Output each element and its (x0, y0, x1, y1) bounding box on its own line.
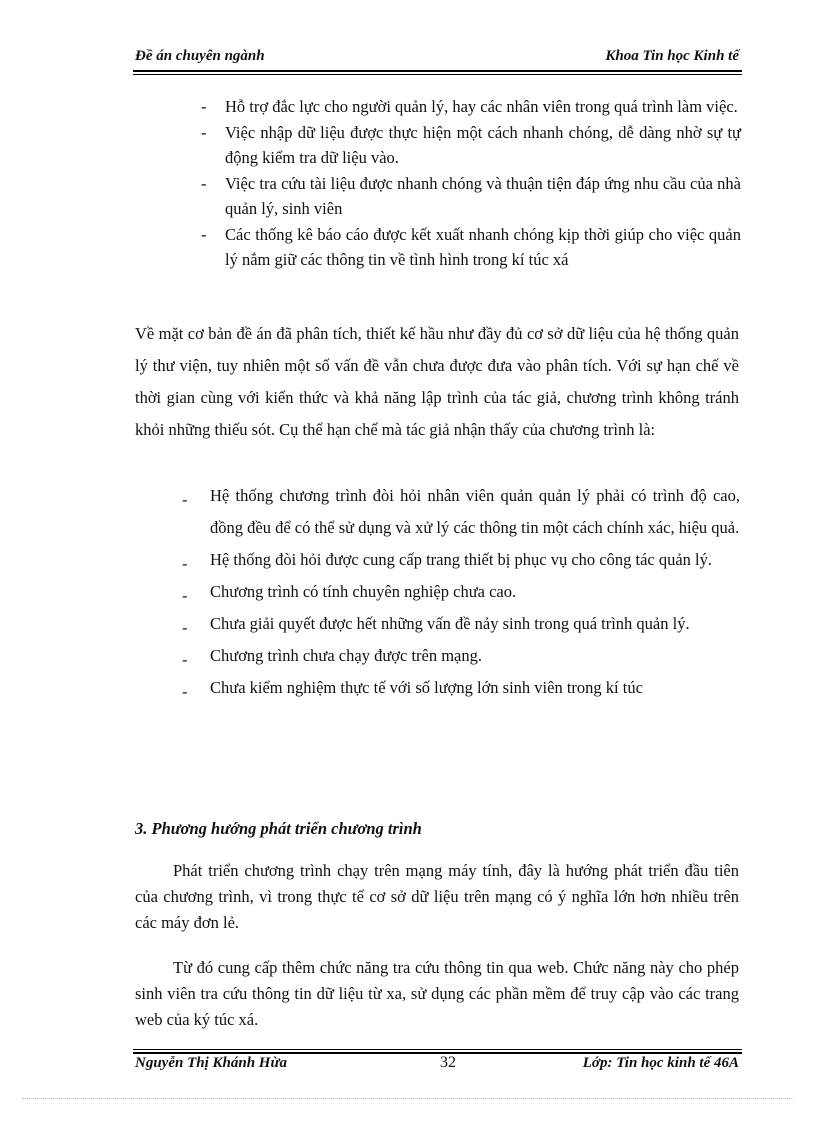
bullet-dash-icon: - (201, 225, 207, 244)
list-item: - Hệ thống chương trình đòi hỏi nhân viên quản quản lý phải có trình độ cao, đồng đều để có thể sử dụng và xử lý các thông tin một cách chính xác, hiệu quả. (182, 486, 740, 537)
list-item: - Hỗ trợ đắc lực cho người quản lý, hay các nhân viên trong quá trình làm việc. (195, 94, 741, 119)
page-number: 32 (440, 1054, 456, 1071)
development-paragraph-1: Phát triển chương trình chạy trên mạng máy tính, đây là hướng phát triển đầu tiên của chương trình, vì trong thực tế cơ sở dữ liệu trên mạng có ý nghĩa lớn hơn nhiều trên các máy đơn lẻ. (135, 861, 739, 932)
intro-paragraph: Về mặt cơ bản đề án đã phân tích, thiết kế hầu như đầy đủ cơ sở dữ liệu của hệ thống quản lý thư viện, tuy nhiên một số vấn đề vẫn chưa được đưa vào phân tích. Với sự hạn chế về thời gian cùng với kiến thức và khả năng lập trình của tác giả, chương trình không tránh khỏi những thiếu sót. Cụ thể hạn chế mà tác giả nhận thấy của chương trình là: (135, 324, 739, 439)
page-header (135, 48, 739, 68)
header-right-title: Khoa Tin học Kinh tế (605, 48, 739, 64)
header-rule-thick (133, 70, 742, 72)
list-item: - Các thống kê báo cáo được kết xuất nhanh chóng kịp thời giúp cho việc quản lý nắm giữ các thông tin về tình hình trong kí túc xá (195, 222, 741, 272)
list-item: - Việc tra cứu tài liệu được nhanh chóng và thuận tiện đáp ứng nhu cầu của nhà quản lý, sinh viên (195, 171, 741, 221)
header-left-title: Đề án chuyên ngành (135, 48, 265, 64)
bullet-dash-icon: - (182, 586, 188, 605)
bullet-dash-icon: - (201, 123, 207, 142)
header-rule-thin (133, 74, 742, 75)
footer-rule-thick (133, 1052, 742, 1054)
list-item: - Chưa kiểm nghiệm thực tế với số lượng lớn sinh viên trong kí túc (182, 672, 740, 704)
footer-rule-thin (133, 1049, 742, 1050)
list-item: - Hệ thống đòi hỏi được cung cấp trang thiết bị phục vụ cho công tác quản lý. (182, 544, 740, 576)
bullet-dash-icon: - (201, 97, 207, 116)
list-item: - Việc nhập dữ liệu được thực hiện một cách nhanh chóng, dễ dàng nhờ sự tự động kiểm tra dữ liệu vào. (195, 120, 741, 170)
footer-class: Lớp: Tin học kinh tế 46A (582, 1055, 739, 1071)
page-footer (135, 1055, 739, 1077)
list-item: - Chưa giải quyết được hết những vấn đề nảy sinh trong quá trình quản lý. (182, 608, 740, 640)
bullet-dash-icon: - (182, 490, 188, 509)
limitations-list (182, 480, 740, 704)
page-bottom-dotted-border (22, 1098, 794, 1099)
section-heading: 3. Phương hướng phát triển chương trình (135, 819, 422, 838)
bullet-dash-icon: - (182, 682, 188, 701)
bullet-dash-icon: - (182, 554, 188, 573)
list-item: - Chương trình chưa chạy được trên mạng. (182, 640, 740, 672)
advantages-list (195, 94, 741, 273)
bullet-dash-icon: - (182, 650, 188, 669)
bullet-dash-icon: - (182, 618, 188, 637)
bullet-dash-icon: - (201, 174, 207, 193)
development-paragraph-2: Từ đó cung cấp thêm chức năng tra cứu thông tin qua web. Chức năng này cho phép sinh viên tra cứu thông tin dữ liệu từ xa, sử dụng các phần mềm để truy cập vào các trang web của ký túc xá. (135, 958, 739, 1029)
list-item: - Chương trình có tính chuyên nghiệp chưa cao. (182, 576, 740, 608)
footer-author: Nguyễn Thị Khánh Hừa (135, 1055, 287, 1071)
